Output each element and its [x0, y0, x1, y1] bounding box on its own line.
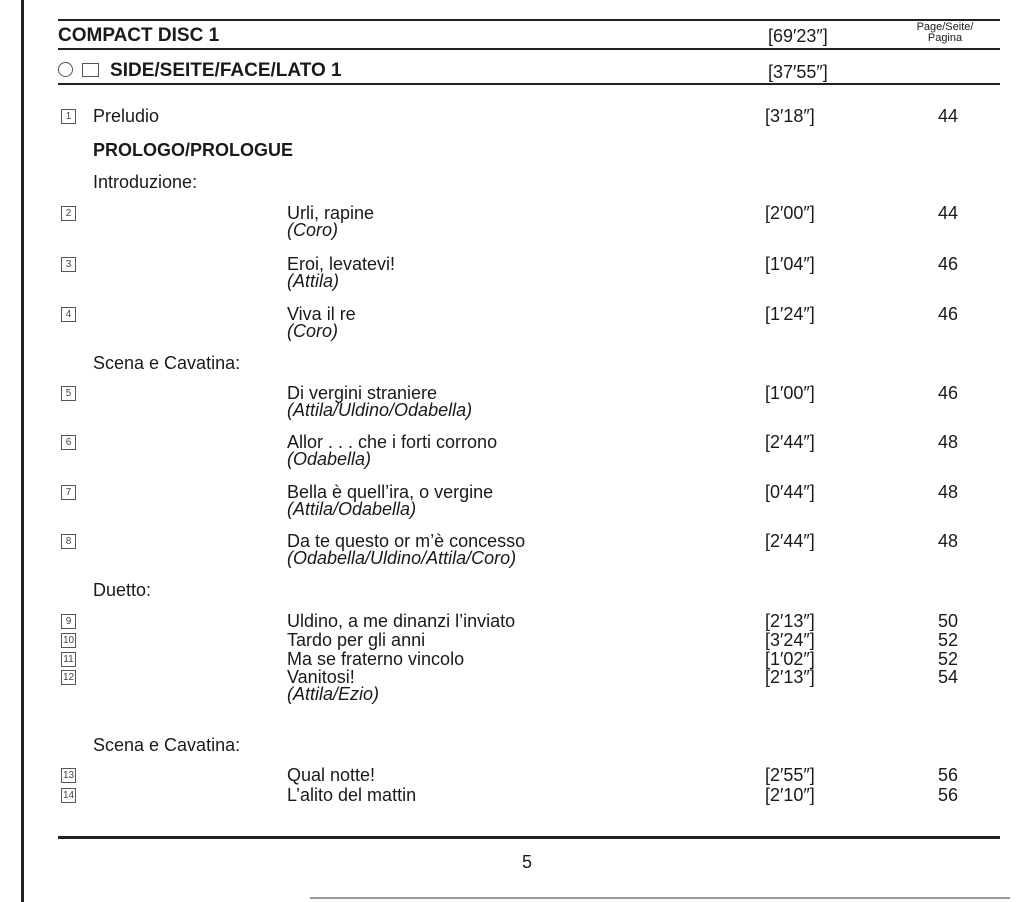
side-duration: [37′55″]: [768, 62, 828, 82]
track-number-box: 6: [61, 435, 76, 450]
track-number-box: 13: [62, 770, 75, 781]
track-duration: [2′44″]: [765, 432, 815, 452]
page-bottom-edge: [310, 897, 1010, 899]
track-page: 46: [937, 304, 958, 324]
track-roles: (Attila/Odabella): [287, 499, 417, 519]
track-title: Allor . . . che i forti corrono: [287, 432, 498, 452]
track-title: Da te questo or m’è concesso: [287, 531, 526, 551]
page-edge-bar: [21, 0, 24, 902]
track-duration: [1′02″]: [765, 649, 815, 669]
track-title: Qual notte!: [287, 765, 376, 785]
track-number-box: 2: [61, 206, 76, 221]
track-page: 56: [937, 785, 958, 805]
track-number-box: 12: [62, 672, 75, 683]
group-label: Scena e Cavatina:: [93, 353, 241, 373]
track-number-box: 10: [62, 635, 75, 646]
track-title: Tardo per gli anni: [287, 630, 426, 650]
track-number-box: 3: [61, 257, 76, 272]
side-title: SIDE/SEITE/FACE/LATO 1: [110, 60, 342, 81]
track-title: Ma se fraterno vincolo: [287, 649, 465, 669]
track-roles: (Attila): [287, 271, 340, 291]
track-title: Viva il re: [287, 304, 356, 324]
group-label: Introduzione:: [93, 172, 198, 192]
cd-icon: [58, 62, 73, 77]
track-page: 52: [937, 649, 958, 669]
track-number-box: 11: [61, 652, 76, 667]
track-roles: (Coro): [287, 220, 339, 240]
group-label: Duetto:: [93, 580, 152, 600]
disc-duration: [69′23″]: [768, 26, 828, 46]
side-rule: [58, 83, 1000, 85]
track-duration: [2′55″]: [765, 765, 815, 785]
track-title: Bella è quell’ira, o vergine: [287, 482, 494, 502]
disc-title: COMPACT DISC 1: [58, 25, 220, 46]
track-page: 46: [937, 383, 958, 403]
track-title: Vanitosi!: [287, 667, 355, 687]
track-number-box: 1: [61, 109, 76, 124]
track-page: 54: [937, 667, 958, 687]
track-page: 44: [937, 203, 958, 223]
track-duration: [2′13″]: [765, 667, 815, 687]
track-duration: [2′00″]: [765, 203, 815, 223]
track-duration: [1′00″]: [765, 383, 815, 403]
page-label-line1: Page/Seite/: [916, 21, 974, 33]
track-roles: (Attila/Uldino/Odabella): [287, 400, 473, 420]
bottom-rule: [58, 836, 1000, 839]
prelude-duration: [3′18″]: [765, 106, 815, 126]
track-title: Eroi, levatevi!: [287, 254, 396, 274]
track-duration: [2′10″]: [765, 785, 815, 805]
track-duration: [0′44″]: [765, 482, 815, 502]
side-row: [58, 60, 342, 81]
track-page: 48: [937, 482, 958, 502]
top-rule: [58, 19, 1000, 21]
track-title: Di vergini straniere: [287, 383, 438, 403]
group-label: Scena e Cavatina:: [93, 735, 241, 755]
track-page: 56: [937, 765, 958, 785]
track-duration: [2′13″]: [765, 611, 815, 631]
track-duration: [1′24″]: [765, 304, 815, 324]
track-number-box: 4: [61, 307, 76, 322]
track-number-box: 5: [61, 386, 76, 401]
track-duration: [1′04″]: [765, 254, 815, 274]
header-rule: [58, 48, 1000, 50]
track-page: 48: [937, 531, 958, 551]
track-roles: (Odabella): [287, 449, 372, 469]
track-page: 46: [937, 254, 958, 274]
track-number-box: 7: [61, 485, 76, 500]
page-number: 5: [522, 852, 533, 872]
track-number-box: 9: [61, 614, 76, 629]
track-roles: (Attila/Ezio): [287, 684, 380, 704]
page-label-line2: Pagina: [927, 32, 963, 44]
cassette-icon: [82, 63, 99, 77]
track-roles: (Coro): [287, 321, 339, 341]
page-column-label: [905, 22, 985, 44]
prelude-title: Preludio: [93, 106, 160, 126]
track-roles: (Odabella/Uldino/Attila/Coro): [287, 548, 517, 568]
track-title: Urli, rapine: [287, 203, 375, 223]
track-page: 50: [937, 611, 958, 631]
track-number-box: 14: [62, 790, 75, 801]
track-page: 52: [937, 630, 958, 650]
track-title: L’alito del mattin: [287, 785, 417, 805]
track-title: Uldino, a me dinanzi l’inviato: [287, 611, 516, 631]
track-number-box: 8: [61, 534, 76, 549]
section-heading: PROLOGO/PROLOGUE: [93, 140, 294, 160]
prelude-page: 44: [937, 106, 958, 126]
track-duration: [3′24″]: [765, 630, 815, 650]
track-duration: [2′44″]: [765, 531, 815, 551]
track-page: 48: [937, 432, 958, 452]
